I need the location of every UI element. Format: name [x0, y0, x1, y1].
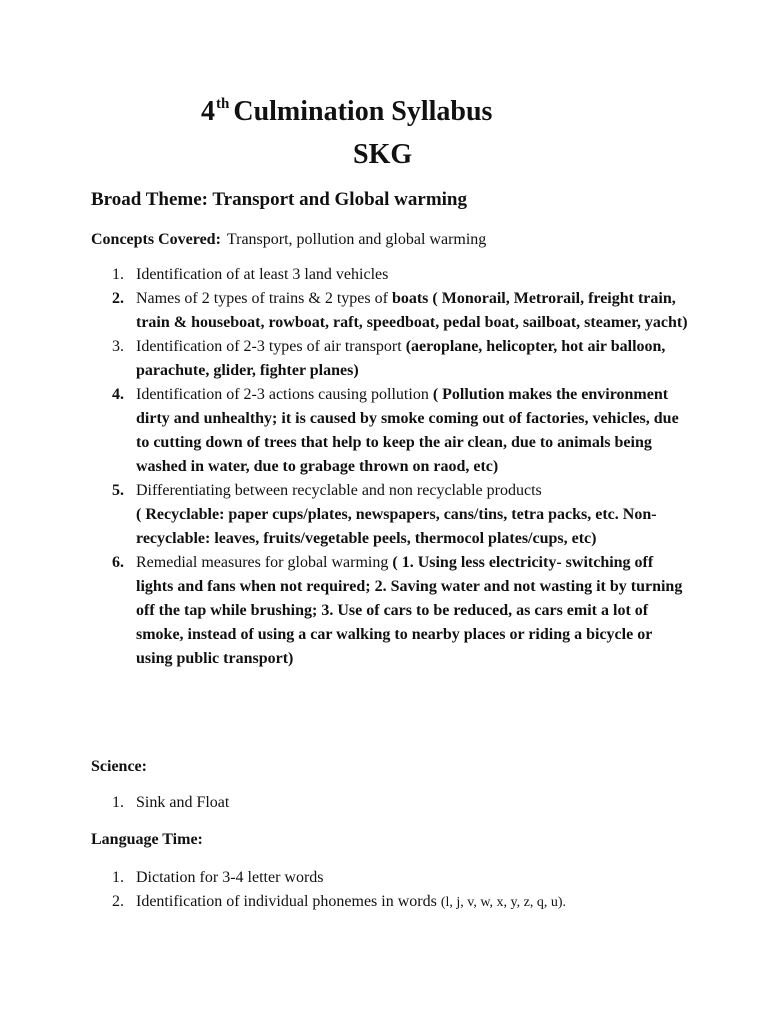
- list-item: [91, 287, 691, 335]
- list-item-detail: ( 1. Using less electricity- switching off lights and fans when not required; 2. Saving water and not wasting it by turning off the tap while brushing; 3. Use of cars to be reduced, as cars emit a lot of smoke, instead of using a car walking to nearby places or riding a bicycle or using public transport): [136, 554, 683, 667]
- list-item-number: 4.: [112, 386, 124, 403]
- phoneme-letters: (l, j, v, w, x, y, z, q, u).: [440, 895, 567, 910]
- list-item-text: Remedial measures for global warming: [136, 554, 393, 571]
- list-item-number: 1.: [112, 869, 124, 886]
- science-list: [91, 791, 691, 815]
- concepts-label: Concepts Covered:: [91, 231, 221, 248]
- list-item-text: Identification of at least 3 land vehicles: [136, 266, 389, 283]
- list-item-number: 2.: [112, 290, 124, 307]
- concepts-list: [91, 263, 691, 671]
- list-item-text: Identification of individual phonemes in words: [136, 893, 441, 910]
- list-item-text: Differentiating between recyclable and non recyclable products: [136, 482, 542, 499]
- list-item: [91, 866, 691, 890]
- list-item-text: Sink and Float: [136, 794, 230, 811]
- language-time-heading: Language Time:: [91, 831, 203, 848]
- list-item: [91, 551, 691, 671]
- list-item-number: 1.: [112, 266, 124, 283]
- title-ordinal-suffix: th: [216, 96, 230, 112]
- concepts-value: Transport, pollution and global warming: [226, 231, 487, 248]
- list-item: [91, 263, 691, 287]
- list-item-text: Identification of 2-3 types of air transport: [136, 338, 406, 355]
- list-item-text: Dictation for 3-4 letter words: [136, 869, 324, 886]
- list-item-number: 5.: [112, 482, 124, 499]
- list-item-number: 6.: [112, 554, 124, 571]
- title-prefix: 4: [201, 96, 215, 127]
- page-title: [201, 96, 492, 132]
- language-list: [91, 866, 691, 915]
- list-item: [91, 890, 691, 915]
- concepts-covered: [91, 229, 486, 251]
- list-item: [91, 383, 691, 479]
- list-item: [91, 791, 691, 815]
- broad-theme-heading: Broad Theme: Transport and Global warming: [91, 189, 468, 210]
- list-item-detail: (aeroplane, helicopter, hot air balloon, parachute, glider, fighter planes): [136, 338, 666, 379]
- list-item-number: 3.: [112, 338, 124, 355]
- list-item-detail: ( Pollution makes the environment dirty and unhealthy; it is caused by smoke coming out of factories, vehicles, due to cutting down of trees that help to keep the air clean, due to animals being washed in water, due to grabage thrown on raod, etc): [136, 386, 679, 475]
- list-item-number: 1.: [112, 794, 124, 811]
- science-heading: Science:: [91, 758, 147, 775]
- list-item-text: Names of 2 types of trains & 2 types of: [136, 290, 392, 307]
- list-item-detail: ( Recyclable: paper cups/plates, newspapers, cans/tins, tetra packs, etc. Non-recyclable: leaves, fruits/vegetable peels, thermocol plates/cups, etc): [136, 506, 657, 547]
- list-item-detail: boats ( Monorail, Metrorail, freight train, train & houseboat, rowboat, raft, speedboat, pedal boat, sailboat, steamer, yacht): [136, 290, 688, 331]
- title-main: Culmination Syllabus: [233, 96, 493, 127]
- list-item: [91, 335, 691, 383]
- class-title: SKG: [353, 139, 413, 170]
- list-item: [91, 479, 691, 551]
- list-item-number: 2.: [112, 893, 124, 910]
- list-item-text: Identification of 2-3 actions causing pollution: [136, 386, 433, 403]
